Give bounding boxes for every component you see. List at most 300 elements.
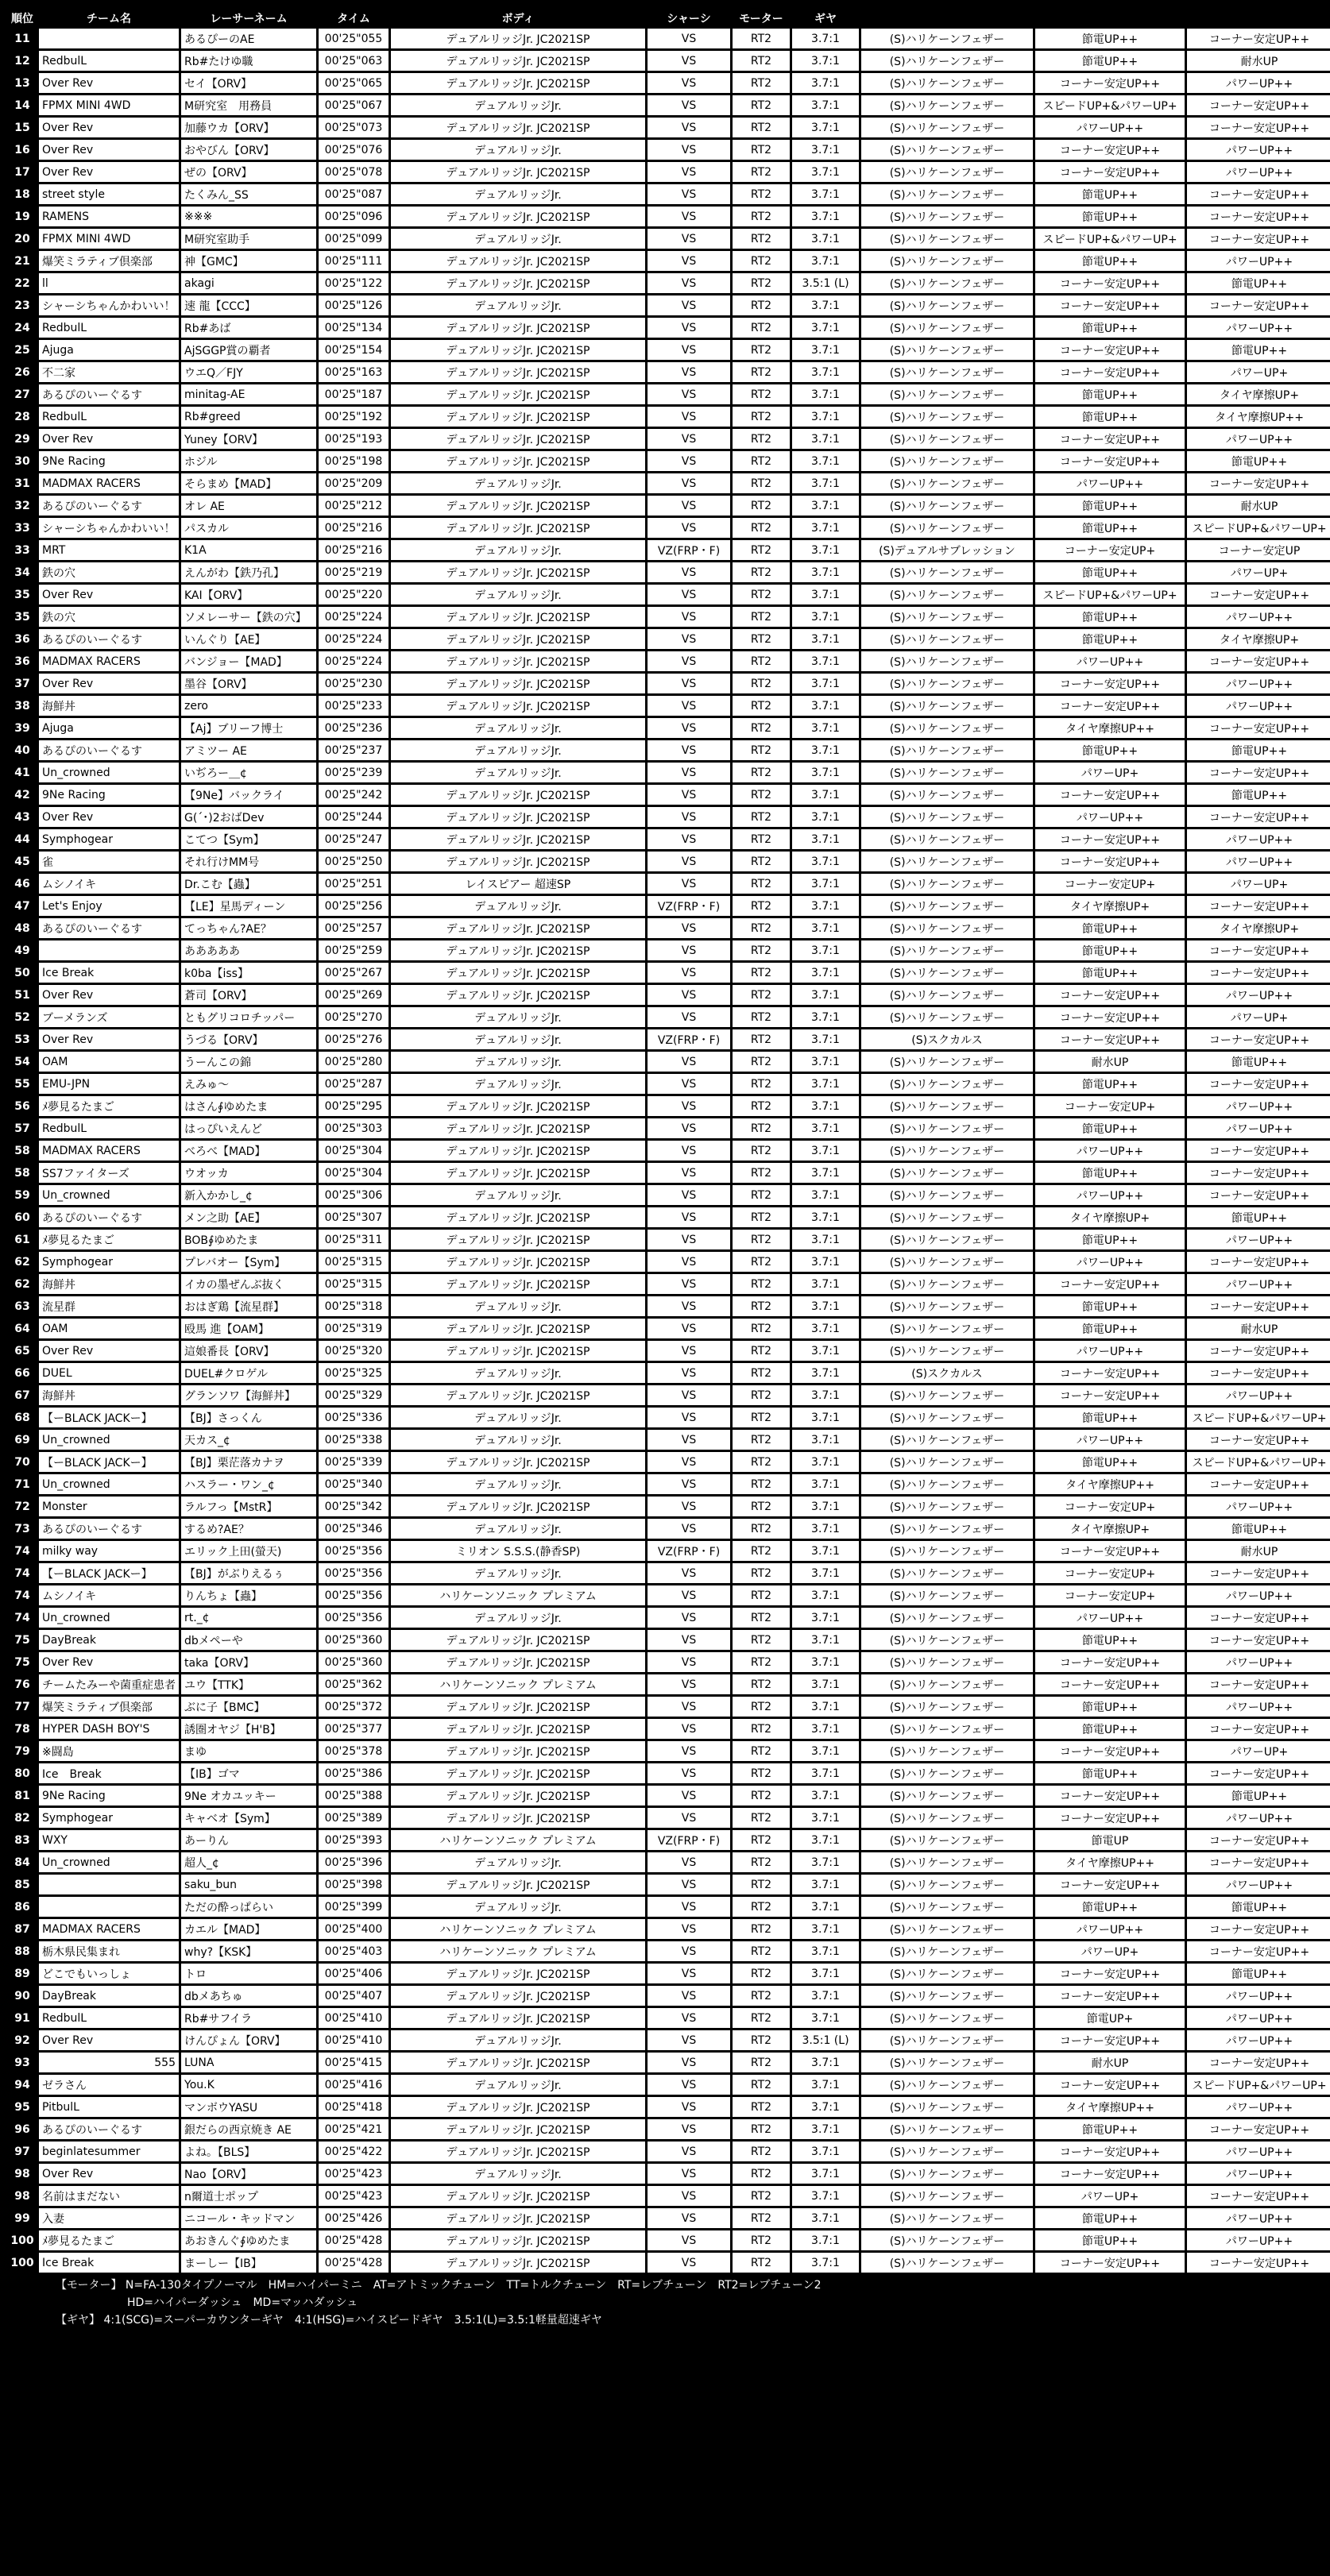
cell-gear: 3.7:1 bbox=[792, 1719, 859, 1739]
cell-part-1: (S)ハリケーンフェザー bbox=[861, 2053, 1033, 2072]
cell-part-3: コーナー安定UP++ bbox=[1187, 95, 1330, 115]
cell-chassis: VS bbox=[648, 496, 730, 516]
header-team: チーム名 bbox=[39, 10, 179, 26]
cell-team: あるぴのいーぐるす bbox=[39, 384, 179, 404]
cell-racer: うづる【ORV】 bbox=[181, 1029, 316, 1049]
legend-motor-cont: HD=ハイパーダッシュ MD=マッハダッシュ bbox=[127, 2296, 358, 2309]
cell-part-3: コーナー安定UP++ bbox=[1187, 1029, 1330, 1049]
cell-part-3: パワーUP++ bbox=[1187, 429, 1330, 449]
cell-body: デュアルリッジJr. JC2021SP bbox=[391, 1319, 645, 1338]
cell-gear: 3.7:1 bbox=[792, 295, 859, 315]
cell-body: デュアルリッジJr. JC2021SP bbox=[391, 1741, 645, 1761]
table-row bbox=[8, 1252, 1330, 1272]
cell-time: 00'25"078 bbox=[319, 162, 389, 182]
cell-team: 海鮮丼 bbox=[39, 1274, 179, 1294]
cell-time: 00'25"307 bbox=[319, 1207, 389, 1227]
cell-racer: 天カス_¢ bbox=[181, 1430, 316, 1450]
table-row bbox=[8, 1408, 1330, 1427]
cell-part-3: パワーUP++ bbox=[1187, 2008, 1330, 2028]
table-row bbox=[8, 2097, 1330, 2117]
cell-body: デュアルリッジJr. JC2021SP bbox=[391, 1808, 645, 1828]
cell-team: 雀 bbox=[39, 852, 179, 871]
cell-body: デュアルリッジJr. bbox=[391, 473, 645, 493]
cell-body: デュアルリッジJr. bbox=[391, 718, 645, 738]
table-row bbox=[8, 1519, 1330, 1539]
cell-racer: そらまめ【MAD】 bbox=[181, 473, 316, 493]
cell-racer: トロ bbox=[181, 1964, 316, 1983]
legend-gear: 【ギヤ】 4:1(SCG)=スーパーカウンターギヤ 4:1(HSG)=ハイスピードギヤ 3.5:1(L)=3.5:1軽量超速ギヤ bbox=[56, 2314, 602, 2327]
cell-rank: 76 bbox=[8, 1674, 37, 1694]
cell-gear: 3.7:1 bbox=[792, 1274, 859, 1294]
cell-chassis: VS bbox=[648, 1674, 730, 1694]
cell-body: ミリオン S.S.S.(静香SP) bbox=[391, 1541, 645, 1561]
cell-part-2: 耐水UP bbox=[1035, 1052, 1185, 1072]
cell-body: レイスピアー 超速SP bbox=[391, 874, 645, 894]
cell-time: 00'25"111 bbox=[319, 251, 389, 271]
cell-time: 00'25"269 bbox=[319, 985, 389, 1005]
cell-time: 00'25"257 bbox=[319, 918, 389, 938]
ranking-sheet bbox=[8, 8, 1327, 2329]
cell-gear: 3.7:1 bbox=[792, 473, 859, 493]
cell-body: デュアルリッジJr. bbox=[391, 585, 645, 604]
cell-chassis: VS bbox=[648, 2230, 730, 2250]
cell-racer: why?【KSK】 bbox=[181, 1941, 316, 1961]
cell-rank: 56 bbox=[8, 1096, 37, 1116]
cell-part-1: (S)ハリケーンフェザー bbox=[861, 1052, 1033, 1072]
cell-part-1: (S)ハリケーンフェザー bbox=[861, 2164, 1033, 2184]
cell-body: デュアルリッジJr. bbox=[391, 740, 645, 760]
cell-part-1: (S)ハリケーンフェザー bbox=[861, 2030, 1033, 2050]
cell-rank: 88 bbox=[8, 1941, 37, 1961]
table-row bbox=[8, 874, 1330, 894]
cell-time: 00'25"403 bbox=[319, 1941, 389, 1961]
cell-rank: 36 bbox=[8, 629, 37, 649]
cell-part-1: (S)ハリケーンフェザー bbox=[861, 1497, 1033, 1516]
cell-part-3: スピードUP+&パワーUP+ bbox=[1187, 518, 1330, 538]
table-row bbox=[8, 1786, 1330, 1806]
cell-part-2: 節電UP++ bbox=[1035, 1719, 1185, 1739]
cell-rank: 66 bbox=[8, 1363, 37, 1383]
cell-team: RedbulL bbox=[39, 2008, 179, 2028]
cell-part-2: 節電UP++ bbox=[1035, 629, 1185, 649]
cell-motor: RT2 bbox=[733, 629, 790, 649]
cell-part-1: (S)スクカルス bbox=[861, 1363, 1033, 1383]
cell-gear: 3.7:1 bbox=[792, 1074, 859, 1094]
cell-motor: RT2 bbox=[733, 1007, 790, 1027]
cell-part-2: パワーUP++ bbox=[1035, 473, 1185, 493]
cell-motor: RT2 bbox=[733, 162, 790, 182]
cell-part-2: 節電UP++ bbox=[1035, 207, 1185, 226]
cell-chassis: VS bbox=[648, 985, 730, 1005]
cell-part-2: コーナー安定UP++ bbox=[1035, 1541, 1185, 1561]
cell-rank: 62 bbox=[8, 1252, 37, 1272]
cell-part-3: コーナー安定UP++ bbox=[1187, 1563, 1330, 1583]
cell-team: 栃木県民集まれ bbox=[39, 1941, 179, 1961]
cell-team: DayBreak bbox=[39, 1986, 179, 2006]
cell-team: Over Rev bbox=[39, 140, 179, 160]
cell-rank: 45 bbox=[8, 852, 37, 871]
cell-rank: 73 bbox=[8, 1519, 37, 1539]
cell-part-2: パワーUP+ bbox=[1035, 1941, 1185, 1961]
header-chassis: シャーシ bbox=[648, 10, 730, 26]
cell-chassis: VZ(FRP・F) bbox=[648, 1029, 730, 1049]
cell-racer: べろべ【MAD】 bbox=[181, 1141, 316, 1161]
cell-chassis: VS bbox=[648, 1474, 730, 1494]
cell-body: デュアルリッジJr. JC2021SP bbox=[391, 2097, 645, 2117]
table-row bbox=[8, 696, 1330, 716]
cell-part-3: 節電UP++ bbox=[1187, 1786, 1330, 1806]
table-row bbox=[8, 95, 1330, 115]
cell-rank: 27 bbox=[8, 384, 37, 404]
cell-chassis: VS bbox=[648, 1608, 730, 1628]
cell-part-2: 節電UP++ bbox=[1035, 1763, 1185, 1783]
cell-part-2: 節電UP++ bbox=[1035, 963, 1185, 983]
cell-racer: 超人_¢ bbox=[181, 1852, 316, 1872]
cell-time: 00'25"329 bbox=[319, 1385, 389, 1405]
cell-part-3: パワーUP++ bbox=[1187, 2164, 1330, 2184]
cell-chassis: VS bbox=[648, 1163, 730, 1183]
cell-gear: 3.7:1 bbox=[792, 95, 859, 115]
cell-part-2: コーナー安定UP++ bbox=[1035, 1808, 1185, 1828]
cell-motor: RT2 bbox=[733, 251, 790, 271]
cell-part-3: パワーUP++ bbox=[1187, 1497, 1330, 1516]
table-row bbox=[8, 51, 1330, 71]
cell-team: あるぴのいーぐるす bbox=[39, 496, 179, 516]
cell-rank: 68 bbox=[8, 1408, 37, 1427]
cell-racer: キャベオ【Sym】 bbox=[181, 1808, 316, 1828]
cell-time: 00'25"276 bbox=[319, 1029, 389, 1049]
cell-racer: Yuney【ORV】 bbox=[181, 429, 316, 449]
cell-part-3: タイヤ摩擦UP+ bbox=[1187, 629, 1330, 649]
cell-racer: ただの酔っぱらい bbox=[181, 1897, 316, 1917]
cell-gear: 3.7:1 bbox=[792, 607, 859, 627]
cell-part-3: パワーUP++ bbox=[1187, 2097, 1330, 2117]
cell-rank: 83 bbox=[8, 1830, 37, 1850]
cell-part-2: 耐水UP bbox=[1035, 2053, 1185, 2072]
cell-time: 00'25"372 bbox=[319, 1697, 389, 1717]
cell-part-1: (S)ハリケーンフェザー bbox=[861, 585, 1033, 604]
cell-team: Over Rev bbox=[39, 2164, 179, 2184]
table-row bbox=[8, 1964, 1330, 1983]
cell-part-2: パワーUP++ bbox=[1035, 1608, 1185, 1628]
cell-rank: 43 bbox=[8, 807, 37, 827]
cell-racer: あるぴーのAE bbox=[181, 29, 316, 48]
cell-chassis: VZ(FRP・F) bbox=[648, 1830, 730, 1850]
cell-body: デュアルリッジJr. JC2021SP bbox=[391, 1964, 645, 1983]
cell-team: DayBreak bbox=[39, 1630, 179, 1650]
cell-chassis: VS bbox=[648, 1630, 730, 1650]
cell-time: 00'25"400 bbox=[319, 1919, 389, 1939]
cell-rank: 13 bbox=[8, 73, 37, 93]
cell-chassis: VS bbox=[648, 1252, 730, 1272]
cell-chassis: VS bbox=[648, 362, 730, 382]
table-row bbox=[8, 1630, 1330, 1650]
cell-body: ハリケーンソニック プレミアム bbox=[391, 1585, 645, 1605]
cell-rank: 25 bbox=[8, 340, 37, 360]
cell-team: Over Rev bbox=[39, 674, 179, 693]
cell-part-1: (S)ハリケーンフェザー bbox=[861, 29, 1033, 48]
cell-time: 00'25"224 bbox=[319, 629, 389, 649]
table-row bbox=[8, 273, 1330, 293]
cell-part-2: コーナー安定UP++ bbox=[1035, 1007, 1185, 1027]
table-row bbox=[8, 2142, 1330, 2161]
cell-team: あるぴのいーぐるす bbox=[39, 2119, 179, 2139]
cell-time: 00'25"224 bbox=[319, 651, 389, 671]
cell-body: デュアルリッジJr. bbox=[391, 1029, 645, 1049]
cell-part-2: 節電UP++ bbox=[1035, 251, 1185, 271]
cell-team: Over Rev bbox=[39, 1341, 179, 1361]
cell-time: 00'25"426 bbox=[319, 2208, 389, 2228]
cell-part-1: (S)ハリケーンフェザー bbox=[861, 718, 1033, 738]
cell-time: 00'25"163 bbox=[319, 362, 389, 382]
cell-motor: RT2 bbox=[733, 384, 790, 404]
cell-part-3: コーナー安定UP++ bbox=[1187, 1719, 1330, 1739]
cell-rank: 23 bbox=[8, 295, 37, 315]
cell-motor: RT2 bbox=[733, 73, 790, 93]
cell-rank: 26 bbox=[8, 362, 37, 382]
cell-part-1: (S)ハリケーンフェザー bbox=[861, 1541, 1033, 1561]
cell-body: デュアルリッジJr. JC2021SP bbox=[391, 362, 645, 382]
cell-part-1: (S)ハリケーンフェザー bbox=[861, 1452, 1033, 1472]
cell-gear: 3.7:1 bbox=[792, 1697, 859, 1717]
cell-team: Symphogear bbox=[39, 1808, 179, 1828]
cell-gear: 3.7:1 bbox=[792, 1652, 859, 1672]
cell-part-1: (S)ハリケーンフェザー bbox=[861, 629, 1033, 649]
cell-part-2: コーナー安定UP++ bbox=[1035, 162, 1185, 182]
cell-team: 鉄の穴 bbox=[39, 607, 179, 627]
table-row bbox=[8, 718, 1330, 738]
cell-gear: 3.7:1 bbox=[792, 1452, 859, 1472]
cell-chassis: VS bbox=[648, 1986, 730, 2006]
table-row bbox=[8, 1430, 1330, 1450]
cell-team: RedbulL bbox=[39, 1118, 179, 1138]
cell-rank: 74 bbox=[8, 1563, 37, 1583]
cell-rank: 92 bbox=[8, 2030, 37, 2050]
cell-racer: えみゅ～ bbox=[181, 1074, 316, 1094]
cell-racer: AjSGGP賞の覇者 bbox=[181, 340, 316, 360]
cell-part-2: 節電UP++ bbox=[1035, 918, 1185, 938]
cell-time: 00'25"339 bbox=[319, 1452, 389, 1472]
cell-gear: 3.7:1 bbox=[792, 1052, 859, 1072]
cell-team: 9Ne Racing bbox=[39, 451, 179, 471]
cell-racer: 這娘番長【ORV】 bbox=[181, 1341, 316, 1361]
cell-racer: はっぴいえんど bbox=[181, 1118, 316, 1138]
cell-rank: 75 bbox=[8, 1652, 37, 1672]
cell-motor: RT2 bbox=[733, 1163, 790, 1183]
cell-chassis: VS bbox=[648, 251, 730, 271]
table-row bbox=[8, 1875, 1330, 1894]
cell-motor: RT2 bbox=[733, 229, 790, 249]
cell-body: デュアルリッジJr. JC2021SP bbox=[391, 985, 645, 1005]
cell-time: 00'25"398 bbox=[319, 1875, 389, 1894]
cell-chassis: VS bbox=[648, 473, 730, 493]
table-row bbox=[8, 1563, 1330, 1583]
cell-part-3: コーナー安定UP++ bbox=[1187, 184, 1330, 204]
cell-gear: 3.7:1 bbox=[792, 829, 859, 849]
cell-rank: 36 bbox=[8, 651, 37, 671]
cell-rank: 98 bbox=[8, 2186, 37, 2206]
cell-part-2: コーナー安定UP++ bbox=[1035, 829, 1185, 849]
cell-body: デュアルリッジJr. bbox=[391, 1519, 645, 1539]
table-row bbox=[8, 1852, 1330, 1872]
cell-motor: RT2 bbox=[733, 2030, 790, 2050]
cell-time: 00'25"193 bbox=[319, 429, 389, 449]
cell-gear: 3.7:1 bbox=[792, 340, 859, 360]
cell-racer: それ行けMM号 bbox=[181, 852, 316, 871]
cell-racer: マンボウYASU bbox=[181, 2097, 316, 2117]
cell-part-1: (S)ハリケーンフェザー bbox=[861, 2008, 1033, 2028]
table-row bbox=[8, 118, 1330, 137]
cell-body: デュアルリッジJr. bbox=[391, 1074, 645, 1094]
cell-part-2: 節電UP++ bbox=[1035, 1630, 1185, 1650]
cell-time: 00'25"386 bbox=[319, 1763, 389, 1783]
cell-chassis: VS bbox=[648, 429, 730, 449]
cell-gear: 3.7:1 bbox=[792, 785, 859, 805]
table-row bbox=[8, 429, 1330, 449]
cell-motor: RT2 bbox=[733, 540, 790, 560]
cell-part-1: (S)ハリケーンフェザー bbox=[861, 1585, 1033, 1605]
cell-time: 00'25"187 bbox=[319, 384, 389, 404]
cell-chassis: VS bbox=[648, 518, 730, 538]
cell-gear: 3.7:1 bbox=[792, 1007, 859, 1027]
cell-team: Let's Enjoy bbox=[39, 896, 179, 916]
cell-chassis: VS bbox=[648, 2164, 730, 2184]
cell-part-3: 節電UP++ bbox=[1187, 1519, 1330, 1539]
cell-time: 00'25"336 bbox=[319, 1408, 389, 1427]
cell-chassis: VS bbox=[648, 2208, 730, 2228]
cell-motor: RT2 bbox=[733, 2253, 790, 2273]
cell-gear: 3.7:1 bbox=[792, 1763, 859, 1783]
cell-part-3: パワーUP+ bbox=[1187, 1741, 1330, 1761]
cell-racer: ユウ【TTK】 bbox=[181, 1674, 316, 1694]
cell-racer: You.K bbox=[181, 2075, 316, 2095]
cell-chassis: VZ(FRP・F) bbox=[648, 540, 730, 560]
cell-team: OAM bbox=[39, 1319, 179, 1338]
cell-part-1: (S)ハリケーンフェザー bbox=[861, 896, 1033, 916]
cell-body: デュアルリッジJr. JC2021SP bbox=[391, 1986, 645, 2006]
cell-time: 00'25"236 bbox=[319, 718, 389, 738]
cell-part-3: コーナー安定UP++ bbox=[1187, 763, 1330, 782]
cell-time: 00'25"389 bbox=[319, 1808, 389, 1828]
cell-motor: RT2 bbox=[733, 918, 790, 938]
cell-team: MADMAX RACERS bbox=[39, 1919, 179, 1939]
cell-team: Over Rev bbox=[39, 73, 179, 93]
cell-gear: 3.7:1 bbox=[792, 2119, 859, 2139]
cell-rank: 33 bbox=[8, 518, 37, 538]
cell-part-2: コーナー安定UP++ bbox=[1035, 2030, 1185, 2050]
cell-motor: RT2 bbox=[733, 1630, 790, 1650]
cell-body: デュアルリッジJr. bbox=[391, 140, 645, 160]
cell-part-1: (S)ハリケーンフェザー bbox=[861, 807, 1033, 827]
cell-time: 00'25"410 bbox=[319, 2008, 389, 2028]
table-row bbox=[8, 207, 1330, 226]
cell-part-1: (S)ハリケーンフェザー bbox=[861, 518, 1033, 538]
cell-motor: RT2 bbox=[733, 1296, 790, 1316]
cell-part-1: (S)ハリケーンフェザー bbox=[861, 1274, 1033, 1294]
cell-motor: RT2 bbox=[733, 1674, 790, 1694]
cell-part-3: コーナー安定UP++ bbox=[1187, 207, 1330, 226]
cell-rank: 28 bbox=[8, 407, 37, 427]
cell-part-3: コーナー安定UP++ bbox=[1187, 1252, 1330, 1272]
cell-body: デュアルリッジJr. JC2021SP bbox=[391, 1652, 645, 1672]
cell-rank: 38 bbox=[8, 696, 37, 716]
cell-body: デュアルリッジJr. JC2021SP bbox=[391, 207, 645, 226]
cell-gear: 3.7:1 bbox=[792, 896, 859, 916]
cell-rank: 78 bbox=[8, 1719, 37, 1739]
cell-gear: 3.7:1 bbox=[792, 229, 859, 249]
cell-part-1: (S)ハリケーンフェザー bbox=[861, 1964, 1033, 1983]
cell-gear: 3.7:1 bbox=[792, 1118, 859, 1138]
cell-motor: RT2 bbox=[733, 429, 790, 449]
cell-team: Un_crowned bbox=[39, 1430, 179, 1450]
cell-gear: 3.7:1 bbox=[792, 540, 859, 560]
cell-gear: 3.7:1 bbox=[792, 429, 859, 449]
table-row bbox=[8, 496, 1330, 516]
cell-chassis: VS bbox=[648, 1185, 730, 1205]
cell-chassis: VS bbox=[648, 1964, 730, 1983]
cell-part-1: (S)ハリケーンフェザー bbox=[861, 607, 1033, 627]
cell-motor: RT2 bbox=[733, 2008, 790, 2028]
cell-gear: 3.7:1 bbox=[792, 852, 859, 871]
cell-part-2: 節電UP++ bbox=[1035, 1296, 1185, 1316]
table-row bbox=[8, 940, 1330, 960]
cell-part-2: タイヤ摩擦UP++ bbox=[1035, 1474, 1185, 1494]
cell-gear: 3.7:1 bbox=[792, 2208, 859, 2228]
cell-racer: n爾道士ポップ bbox=[181, 2186, 316, 2206]
cell-time: 00'25"421 bbox=[319, 2119, 389, 2139]
cell-part-1: (S)ハリケーンフェザー bbox=[861, 2208, 1033, 2228]
cell-body: デュアルリッジJr. JC2021SP bbox=[391, 429, 645, 449]
table-row bbox=[8, 607, 1330, 627]
cell-part-3: 節電UP++ bbox=[1187, 1052, 1330, 1072]
cell-rank: 49 bbox=[8, 940, 37, 960]
cell-body: デュアルリッジJr. bbox=[391, 1408, 645, 1427]
legend-motor: 【モーター】 N=FA-130タイプノーマル HM=ハイパーミニ AT=アトミックチューン TT=トルクチューン RT=レブチューン RT2=レブチューン2 bbox=[56, 2279, 822, 2292]
cell-team: ゼラさん bbox=[39, 2075, 179, 2095]
cell-racer: M研究室助手 bbox=[181, 229, 316, 249]
cell-gear: 3.7:1 bbox=[792, 1141, 859, 1161]
cell-racer: ぜの【ORV】 bbox=[181, 162, 316, 182]
cell-racer: dbメあちゅ bbox=[181, 1986, 316, 2006]
cell-part-3: パワーUP++ bbox=[1187, 1230, 1330, 1249]
cell-time: 00'25"315 bbox=[319, 1252, 389, 1272]
cell-rank: 89 bbox=[8, 1964, 37, 1983]
cell-racer: ラルフっ【MstR】 bbox=[181, 1497, 316, 1516]
cell-chassis: VZ(FRP・F) bbox=[648, 1541, 730, 1561]
cell-chassis: VS bbox=[648, 1341, 730, 1361]
cell-time: 00'25"377 bbox=[319, 1719, 389, 1739]
cell-chassis: VS bbox=[648, 1141, 730, 1161]
cell-motor: RT2 bbox=[733, 785, 790, 805]
cell-part-3: コーナー安定UP++ bbox=[1187, 807, 1330, 827]
cell-body: デュアルリッジJr. JC2021SP bbox=[391, 340, 645, 360]
cell-chassis: VS bbox=[648, 1096, 730, 1116]
cell-part-1: (S)ハリケーンフェザー bbox=[861, 940, 1033, 960]
cell-part-2: スピードUP+&パワーUP+ bbox=[1035, 229, 1185, 249]
cell-gear: 3.7:1 bbox=[792, 1430, 859, 1450]
cell-team: milky way bbox=[39, 1541, 179, 1561]
table-row bbox=[8, 1029, 1330, 1049]
cell-racer: minitag-AE bbox=[181, 384, 316, 404]
cell-body: デュアルリッジJr. JC2021SP bbox=[391, 162, 645, 182]
cell-rank: 77 bbox=[8, 1697, 37, 1717]
cell-part-1: (S)ハリケーンフェザー bbox=[861, 1786, 1033, 1806]
cell-racer: 蒼司【ORV】 bbox=[181, 985, 316, 1005]
cell-team: あるぴのいーぐるす bbox=[39, 1207, 179, 1227]
cell-motor: RT2 bbox=[733, 1074, 790, 1094]
cell-team: Over Rev bbox=[39, 162, 179, 182]
cell-part-1: (S)ハリケーンフェザー bbox=[861, 118, 1033, 137]
